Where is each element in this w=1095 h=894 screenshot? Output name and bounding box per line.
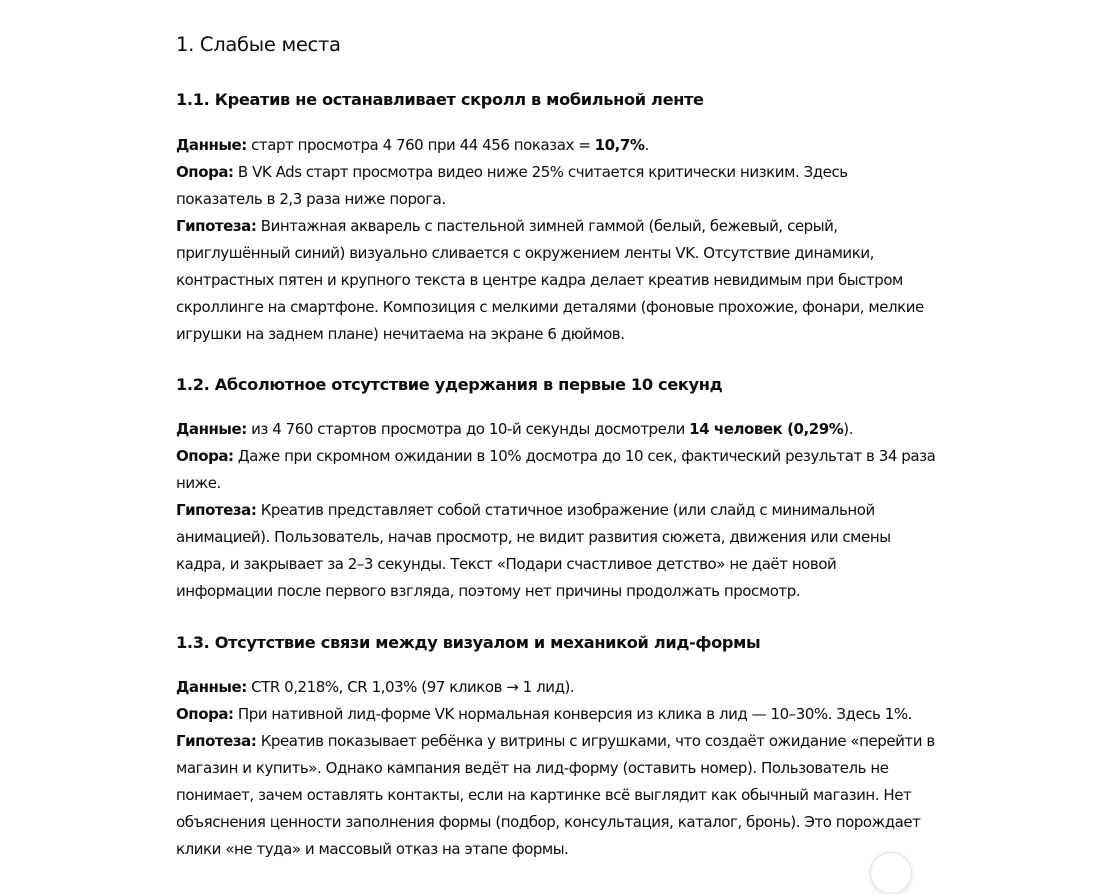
support-text: Даже при скромном ожидании в 10% досмотра до 10 сек, фактический результат в 34 раза ниже. [176, 447, 936, 492]
hypothesis-text: Креатив показывает ребёнка у витрины с игрушками, что создаёт ожидание «перейти в магазин и купить». Однако кампания ведёт на лид-форму (оставить номер). Пользователь не понимает, зачем оставлять контакты, если на картинке всё выглядит как обычный магазин. Нет объяснения ценности заполнения формы (подбор, консультация, каталог, бронь). Это порождает клики «не туда» и массовый отказ на этапе формы. [176, 732, 935, 858]
hypothesis-label: Гипотеза: [176, 217, 257, 235]
support-text: В VK Ads старт просмотра видео ниже 25% считается критически низким. Здесь показатель в 2,3 раза ниже порога. [176, 163, 848, 208]
support-paragraph [176, 701, 936, 728]
support-label: Опора: [176, 705, 234, 723]
support-paragraph [176, 443, 936, 497]
data-highlight: 10,7% [594, 136, 645, 154]
hypothesis-text: Винтажная акварель с пастельной зимней гаммой (белый, бежевый, серый, приглушённый синий) визуально сливается с окружением ленты VK. Отсутствие динамики, контрастных пятен и крупного текста в центре кадра делает креатив невидимым при быстром скроллинге на смартфоне. Композиция с мелкими деталями (фоновые прохожие, фонари, мелкие игрушки на заднем плане) нечитаема на экране 6 дюймов. [176, 217, 924, 343]
section-title-1-1: 1.1. Креатив не останавливает скролл в мобильной ленте [176, 90, 704, 109]
support-label: Опора: [176, 163, 234, 181]
data-paragraph [176, 416, 936, 443]
data-paragraph [176, 132, 936, 159]
data-label: Данные: [176, 136, 247, 154]
data-label: Данные: [176, 678, 247, 696]
hypothesis-label: Гипотеза: [176, 501, 257, 519]
hypothesis-text: Креатив представляет собой статичное изображение (или слайд с минимальной анимацией). Пользователь, начав просмотр, не видит развития сюжета, движения или смены кадра, и закрывает за 2–3 секунды. Текст «Подари счастливое детство» не даёт новой информации после первого взгляда, поэтому нет причины продолжать просмотр. [176, 501, 891, 600]
page-title: 1. Слабые места [176, 33, 341, 56]
data-paragraph [176, 674, 936, 701]
section-title-1-2: 1.2. Абсолютное отсутствие удержания в первые 10 секунд [176, 375, 723, 394]
section-title-1-3: 1.3. Отсутствие связи между визуалом и механикой лид-формы [176, 633, 761, 652]
section-body-1-2 [176, 416, 936, 605]
data-text: старт просмотра 4 760 при 44 456 показах = [246, 136, 595, 154]
data-text-end: ). [843, 420, 854, 438]
hypothesis-paragraph [176, 213, 936, 348]
data-text: из 4 760 стартов просмотра до 10-й секунды досмотрели [246, 420, 690, 438]
section-body-1-3 [176, 674, 936, 863]
data-text-end: . [644, 136, 649, 154]
support-paragraph [176, 159, 936, 213]
support-text: При нативной лид-форме VK нормальная конверсия из клика в лид — 10–30%. Здесь 1%. [233, 705, 912, 723]
data-label: Данные: [176, 420, 247, 438]
hypothesis-paragraph [176, 497, 936, 605]
scroll-down-button[interactable] [870, 852, 912, 894]
section-body-1-1 [176, 132, 936, 348]
data-text: CTR 0,218%, CR 1,03% (97 кликов → 1 лид). [246, 678, 575, 696]
hypothesis-paragraph [176, 728, 936, 863]
data-highlight: 14 человек (0,29% [689, 420, 844, 438]
hypothesis-label: Гипотеза: [176, 732, 257, 750]
support-label: Опора: [176, 447, 234, 465]
